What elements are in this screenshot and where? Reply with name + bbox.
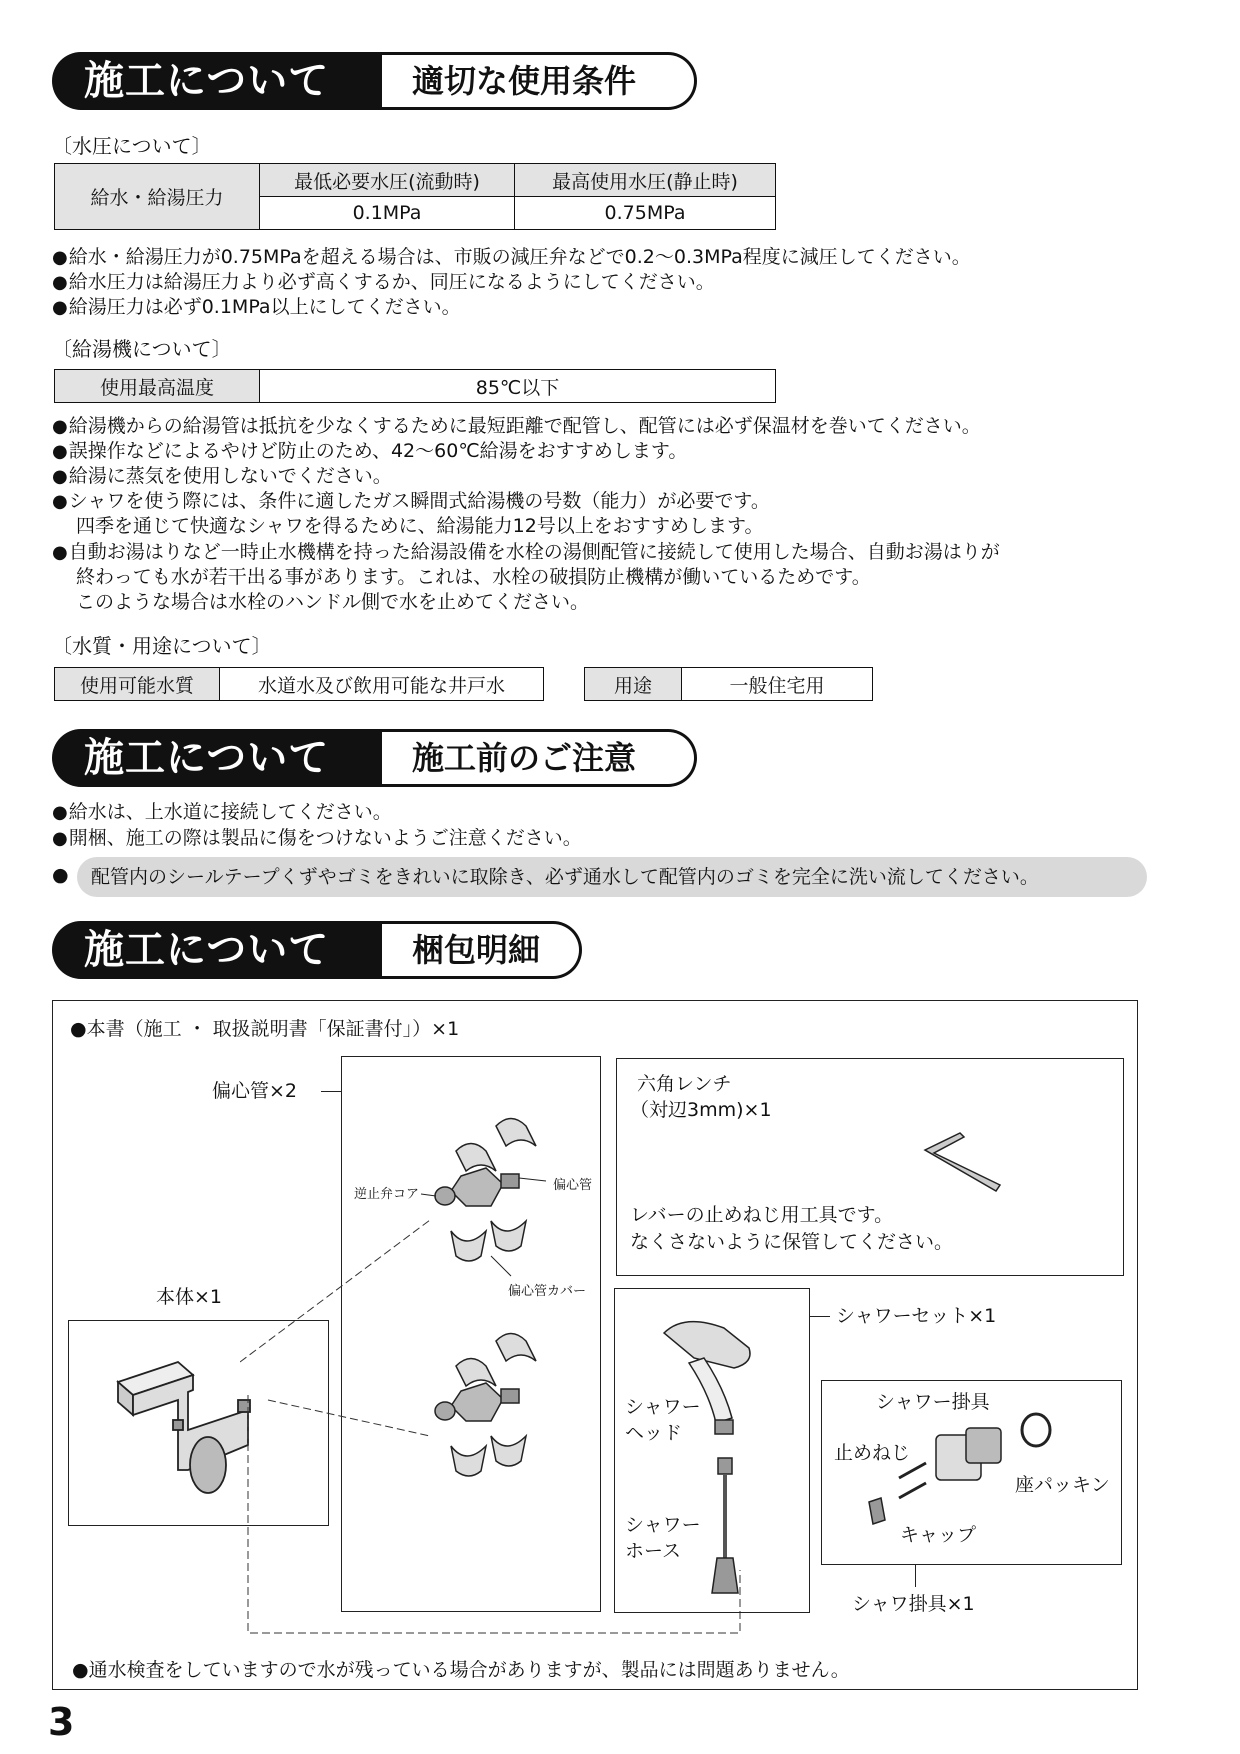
max-temp-label: 使用最高温度 xyxy=(55,370,260,403)
section-title: 施工について xyxy=(52,52,392,110)
wrench-label: 六角レンチ xyxy=(637,1073,732,1095)
bullet: ●給水圧力は給湯圧力より必ず高くするか、同圧になるようにしてください。 xyxy=(52,271,715,293)
packing-icon xyxy=(1022,1414,1050,1446)
bullet: ●給湯に蒸気を使用しないでください。 xyxy=(52,465,392,487)
quality-table xyxy=(54,667,544,701)
hook-set-label: シャワ掛具×1 xyxy=(852,1593,975,1615)
shower-set-label: シャワーセット×1 xyxy=(836,1305,997,1327)
bullet: ●給湯圧力は必ず0.1MPa以上にしてください。 xyxy=(52,296,461,318)
val-min-pressure: 0.1MPa xyxy=(260,197,515,230)
row-label: 給水・給湯圧力 xyxy=(55,164,260,230)
eccentric-pipe-label: 偏心管 xyxy=(553,1178,593,1193)
usage-value: 一般住宅用 xyxy=(682,668,873,701)
bullet-continuation: このような場合は水栓のハンドル側で水を止めてください。 xyxy=(76,591,590,613)
wrench-size-label: （対辺3mm)×1 xyxy=(630,1099,772,1121)
bullet: ●給湯機からの給湯管は抵抗を少なくするために最短距離で配管し、配管には必ず保温材を巻いてください。 xyxy=(52,415,981,437)
heater-table xyxy=(54,369,776,403)
section-title: 施工について xyxy=(52,729,392,787)
bullet: ●給水は、上水道に接続してください。 xyxy=(52,801,392,823)
screw-label: 止めねじ xyxy=(834,1442,911,1464)
leader-line xyxy=(321,1091,341,1092)
shower-illustration xyxy=(614,1288,810,1613)
water-quality-value: 水道水及び飲用可能な井戸水 xyxy=(220,668,544,701)
quality-heading: 〔水質・用途について〕 xyxy=(52,634,272,658)
footer-note: ●通水検査をしていますので水が残っている場合がありますが、製品には問題ありません。 xyxy=(72,1659,850,1681)
water-quality-label: 使用可能水質 xyxy=(55,668,220,701)
water-pressure-heading: 〔水圧について〕 xyxy=(52,134,212,158)
wrench-note-2: なくさないように保管してください。 xyxy=(630,1231,954,1253)
packing-label: 座パッキン xyxy=(1015,1474,1110,1496)
hose-end-icon xyxy=(712,1558,738,1593)
hex-wrench-icon xyxy=(920,1125,1010,1195)
eccentric-cover-label: 偏心管カバー xyxy=(508,1284,587,1299)
section-subtitle: 適切な使用条件 xyxy=(382,52,697,110)
section-header-conditions xyxy=(52,52,697,110)
cap-label: キャップ xyxy=(900,1524,977,1546)
col-max-pressure: 最高使用水圧(静止時) xyxy=(515,164,776,197)
bullet: ●誤操作などによるやけど防止のため、42～60℃給湯をおすすめします。 xyxy=(52,440,688,462)
heater-heading: 〔給湯機について〕 xyxy=(52,337,232,361)
water-pressure-table xyxy=(54,163,776,230)
bullet: ●シャワを使う際には、条件に適したガス瞬間式給湯機の号数（能力）が必要です。 xyxy=(52,490,770,512)
usage-table xyxy=(584,667,873,701)
section-header-precautions xyxy=(52,729,697,787)
leader-line xyxy=(810,1316,830,1317)
shower-hose-label-2: ホース xyxy=(625,1540,682,1562)
wrench-note-1: レバーの止めねじ用工具です。 xyxy=(630,1204,894,1226)
section-subtitle: 梱包明細 xyxy=(382,921,582,979)
hook-illustration xyxy=(821,1380,1122,1565)
bullet-continuation: 終わっても水が若干出る事があります。これは、水栓の破損防止機構が働いているためです。 xyxy=(76,566,871,588)
cap-icon xyxy=(869,1498,885,1524)
section-subtitle: 施工前のご注意 xyxy=(382,729,697,787)
val-max-pressure: 0.75MPa xyxy=(515,197,776,230)
bullet-dot: ● xyxy=(52,864,69,886)
usage-label: 用途 xyxy=(585,668,682,701)
bullet: ●給水・給湯圧力が0.75MPaを超える場合は、市販の減圧弁などで0.2～0.3MPa程度に減圧してください。 xyxy=(52,246,971,268)
bullet: ●自動お湯はりなど一時止水機構を持った給湯設備を水栓の湯側配管に接続して使用した場合、自動お湯はりが xyxy=(52,541,1000,563)
page-number: 3 xyxy=(48,1700,75,1744)
bullet: ●開梱、施工の際は製品に傷をつけないようご注意ください。 xyxy=(52,827,582,849)
shower-hose-label-1: シャワー xyxy=(625,1514,701,1536)
highlight-note: 配管内のシールテープくずやゴミをきれいに取除き、必ず通水して配管内のゴミを完全に洗い流してください。 xyxy=(77,857,1147,897)
hose-fitting-icon xyxy=(718,1458,732,1474)
shower-head-icon xyxy=(664,1322,750,1368)
bullet-continuation: 四季を通じて快適なシャワを得るために、給湯能力12号以上をおすすめします。 xyxy=(76,515,764,537)
section-title: 施工について xyxy=(52,921,392,979)
shower-head-label-2: ヘッド xyxy=(625,1422,683,1444)
check-valve-label: 逆止弁コア xyxy=(354,1187,420,1202)
eccentric-label: 偏心管×2 xyxy=(212,1080,298,1102)
max-temp-value: 85℃以下 xyxy=(260,370,776,403)
hook-label: シャワー掛具 xyxy=(876,1391,990,1413)
manual-item: ●本書（施工 ・ 取扱説明書「保証書付」）×1 xyxy=(70,1018,460,1040)
body-label: 本体×1 xyxy=(156,1286,223,1308)
lever-icon xyxy=(190,1437,226,1493)
leader-line xyxy=(915,1565,916,1587)
col-min-pressure: 最低必要水圧(流動時) xyxy=(260,164,515,197)
shower-head-label-1: シャワー xyxy=(625,1396,701,1418)
section-header-package xyxy=(52,921,582,979)
